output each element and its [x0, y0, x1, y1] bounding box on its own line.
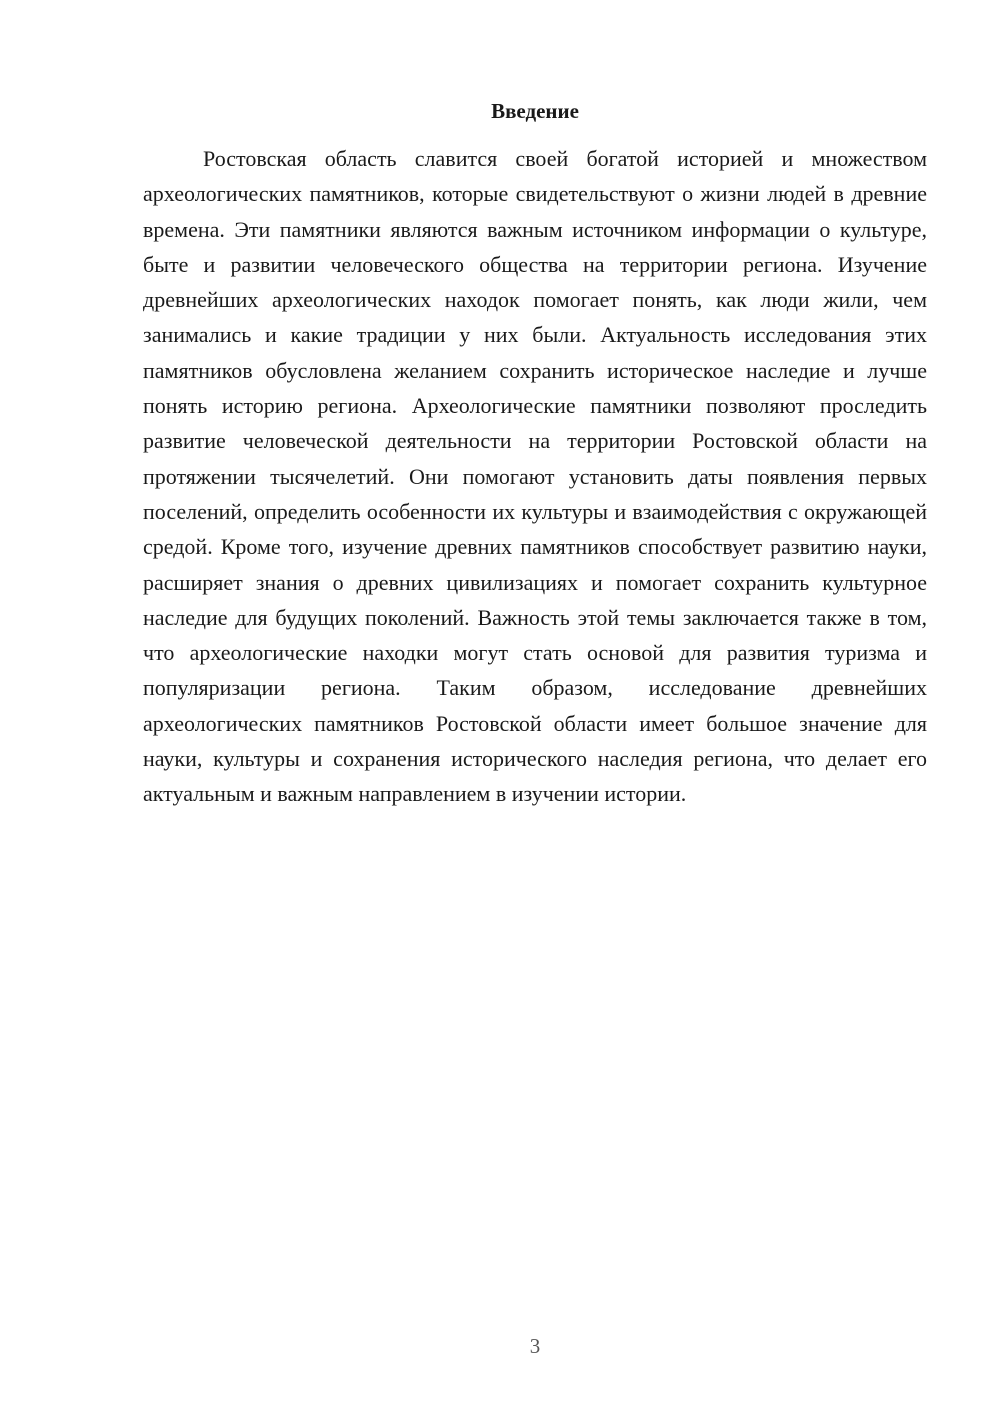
page-number: 3 [529, 1334, 541, 1358]
section-heading: Введение [491, 99, 579, 123]
body-paragraph: Ростовская область славится своей богатой историей и множеством археологических памятников, которые свидетельствуют о жизни людей в древние времена. Эти памятники являются важным источником информации о культуре, быте и развитии человеческого общества на территории региона. Изучение древнейших археологических находок помогает понять, как люди жили, чем занимались и какие традиции у них были. Актуальность исследования этих памятников обусловлена желанием сохранить историческое наследие и лучше понять историю региона. Археологические памятники позволяют проследить развитие человеческой деятельности на территории Ростовской области на протяжении тысячелетий. Они помогают установить даты появления первых поселений, определить особенности их культуры и взаимодействия с окружающей средой. Кроме того, изучение древних памятников способствует развитию науки, расширяет знания о древних цивилизациях и помогает сохранить культурное наследие для будущих поколений. Важность этой темы заключается также в том, что археологические находки могут стать основой для развития туризма и популяризации региона. Таким образом, исследование древнейших археологических памятников Ростовской области имеет большое значение для науки, культуры и сохранения исторического наследия региона, что делает его актуальным и важным направлением в изучении истории. [143, 146, 927, 807]
